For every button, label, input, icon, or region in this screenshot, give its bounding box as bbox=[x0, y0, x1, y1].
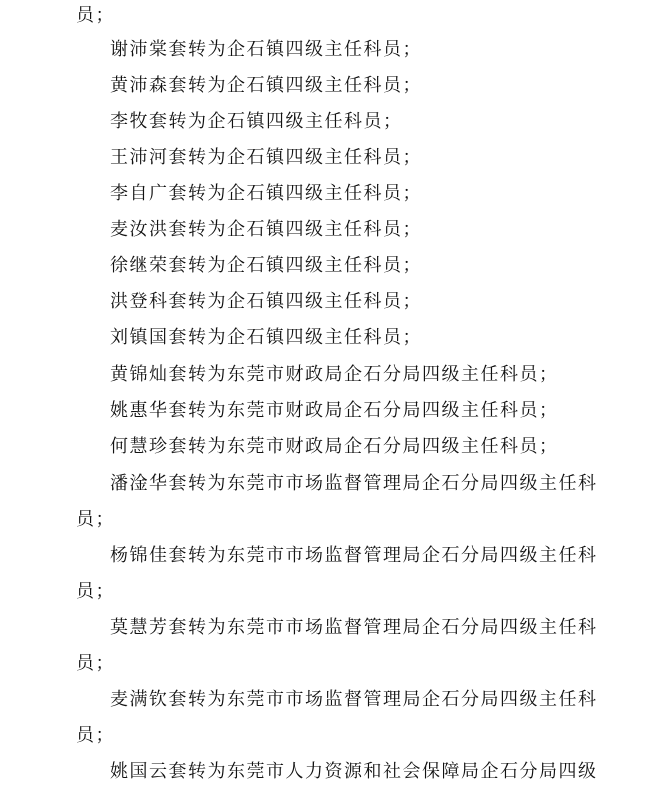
text-line: 谢沛棠套转为企石镇四级主任科员； bbox=[110, 39, 422, 60]
text-line-continuation: 员； bbox=[76, 509, 115, 530]
text-line: 刘镇国套转为企石镇四级主任科员； bbox=[110, 327, 422, 348]
text-line-continuation: 员； bbox=[76, 581, 115, 602]
text-line: 姚国云套转为东莞市人力资源和社会保障局企石分局四级 bbox=[110, 761, 598, 782]
text-line: 黄沛森套转为企石镇四级主任科员； bbox=[110, 75, 422, 96]
text-line: 麦汝洪套转为企石镇四级主任科员； bbox=[110, 219, 422, 240]
text-line: 李牧套转为企石镇四级主任科员； bbox=[110, 111, 403, 132]
text-line: 黄锦灿套转为东莞市财政局企石分局四级主任科员； bbox=[110, 364, 559, 385]
text-line: 何慧珍套转为东莞市财政局企石分局四级主任科员； bbox=[110, 436, 559, 457]
text-line: 麦满钦套转为东莞市市场监督管理局企石分局四级主任科 bbox=[110, 689, 598, 710]
text-line: 潘淦华套转为东莞市市场监督管理局企石分局四级主任科 bbox=[110, 473, 598, 494]
text-line-continuation: 员； bbox=[76, 5, 115, 26]
text-line: 杨锦佳套转为东莞市市场监督管理局企石分局四级主任科 bbox=[110, 545, 598, 566]
text-line: 莫慧芳套转为东莞市市场监督管理局企石分局四级主任科 bbox=[110, 617, 598, 638]
text-line: 徐继荣套转为企石镇四级主任科员； bbox=[110, 255, 422, 276]
text-line: 李自广套转为企石镇四级主任科员； bbox=[110, 183, 422, 204]
text-line: 王沛河套转为企石镇四级主任科员； bbox=[110, 147, 422, 168]
text-line: 姚惠华套转为东莞市财政局企石分局四级主任科员； bbox=[110, 400, 559, 421]
text-line-continuation: 员； bbox=[76, 725, 115, 746]
text-line: 洪登科套转为企石镇四级主任科员； bbox=[110, 291, 422, 312]
text-line-continuation: 员； bbox=[76, 653, 115, 674]
